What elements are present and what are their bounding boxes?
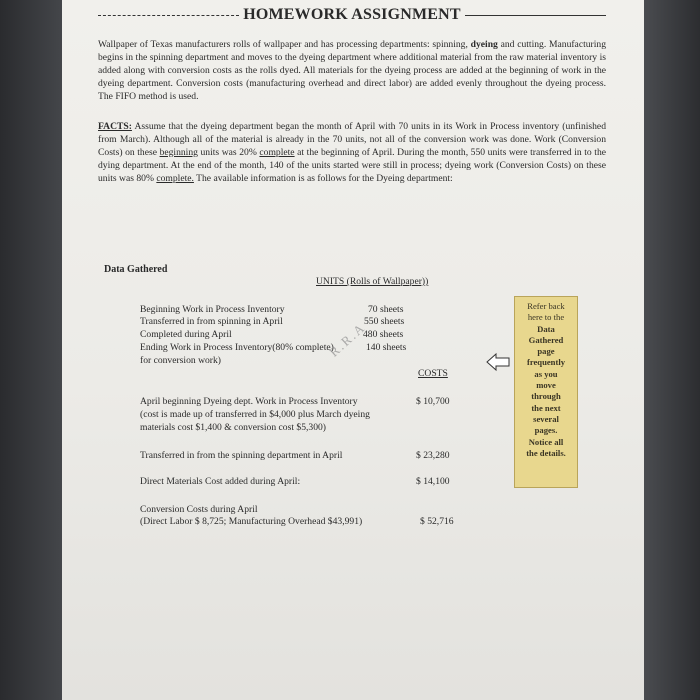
intro-text-a: Wallpaper of Texas manufacturers rolls of wallpaper and has processing departments: spinning, xyxy=(98,39,471,50)
note-line: several xyxy=(533,413,559,424)
cost-row-label: Conversion Costs during April xyxy=(140,504,258,515)
left-arrow-icon xyxy=(486,352,510,372)
cost-row-label: materials cost $1,400 & conversion cost $5,300) xyxy=(140,422,326,433)
facts-label: FACTS: xyxy=(98,121,132,132)
data-gathered-title: Data Gathered xyxy=(104,264,168,275)
document-page xyxy=(62,0,644,700)
note-line: here to the xyxy=(527,312,565,323)
note-line: through xyxy=(531,391,561,402)
intro-text-b: and cutting. Manufacturing begins in the spinning department and moves to the dyeing department where additional material from the raw material inventory is added along with conversion costs as the rolls dyed. All materials for the dyeing process are added at the beginning of work in the dyeing department. Conversion costs (manufacturing overhead and direct labor) are added evenly throughout the dyeing process. The FIFO method is used. xyxy=(98,39,606,102)
units-row-value: 70 sheets xyxy=(368,304,404,315)
intro-paragraph xyxy=(98,38,606,103)
facts-text-d: The available information is as follows for the Dyeing department: xyxy=(193,173,453,184)
units-row-label: Completed during April xyxy=(140,329,232,340)
facts-text-c: at the beginning of April. During the month, 550 units were transferred in to the dying department. At the end of the month, 140 of the units started were still in process; dyeing work (Conversion Costs) on these units was 80% xyxy=(98,147,606,184)
units-row-value: 480 sheets xyxy=(363,329,404,340)
facts-text-b: units was 20% xyxy=(197,147,260,158)
page-title: HOMEWORK ASSIGNMENT xyxy=(243,6,461,23)
note-line: pages. xyxy=(534,425,558,436)
cost-row-label: (Direct Labor $ 8,725; Manufacturing Overhead $43,991) xyxy=(140,516,363,527)
cost-row-value: $ 23,280 xyxy=(416,450,450,461)
facts-underline-beginning: beginning xyxy=(159,147,198,158)
units-heading: UNITS (Rolls of Wallpaper)) xyxy=(316,276,429,287)
facts-text-a: Assume that the dyeing department began the month of April with 70 units in its Work in Process inventory (unfinished from March). Although all of the material is already in the 70 units, not all of the conversion work was done. Work (Conversion Costs) on these xyxy=(98,121,606,158)
intro-bold-dyeing: dyeing xyxy=(470,39,498,50)
note-line: the next xyxy=(531,402,561,413)
page-header xyxy=(98,4,606,26)
note-line: Notice all xyxy=(528,436,564,447)
sticky-note xyxy=(514,296,578,488)
watermark: R.R.A xyxy=(326,319,369,360)
cost-row-label: Direct Materials Cost added during April: xyxy=(140,476,301,487)
units-row-label: Ending Work in Process Inventory(80% complete) xyxy=(140,342,334,353)
facts-underline-complete: complete xyxy=(259,147,295,158)
note-line: Refer back xyxy=(527,301,565,311)
units-row-label: for conversion work) xyxy=(140,355,221,366)
costs-heading: COSTS xyxy=(418,368,448,379)
note-line: move xyxy=(536,380,556,391)
cost-row-label: (cost is made up of transferred in $4,000 plus March dyeing xyxy=(140,409,370,420)
note-line: as you xyxy=(534,368,558,379)
cost-row-label: April beginning Dyeing dept. Work in Process Inventory xyxy=(140,396,358,407)
note-line: frequently xyxy=(526,357,566,368)
cost-row-value: $ 10,700 xyxy=(416,396,450,407)
units-row-value: 550 sheets xyxy=(364,316,405,327)
cost-row-label: Transferred in from the spinning department in April xyxy=(140,450,343,461)
units-row-label: Transferred in from spinning in April xyxy=(140,316,283,327)
note-line: Gathered xyxy=(528,334,564,345)
facts-paragraph xyxy=(98,120,606,185)
note-line: Data xyxy=(537,323,555,334)
cost-row-value: $ 52,716 xyxy=(420,516,454,527)
cost-row-value: $ 14,100 xyxy=(416,476,450,487)
units-row-label: Beginning Work in Process Inventory xyxy=(140,304,285,315)
header-rule-left xyxy=(98,15,239,16)
note-line: the details. xyxy=(526,447,566,458)
background-right xyxy=(644,0,700,700)
units-row-value: 140 sheets xyxy=(366,342,407,353)
facts-underline-complete-2: complete. xyxy=(156,173,194,184)
note-line: page xyxy=(537,346,555,357)
header-rule-right xyxy=(465,15,606,16)
background-left xyxy=(0,0,62,700)
